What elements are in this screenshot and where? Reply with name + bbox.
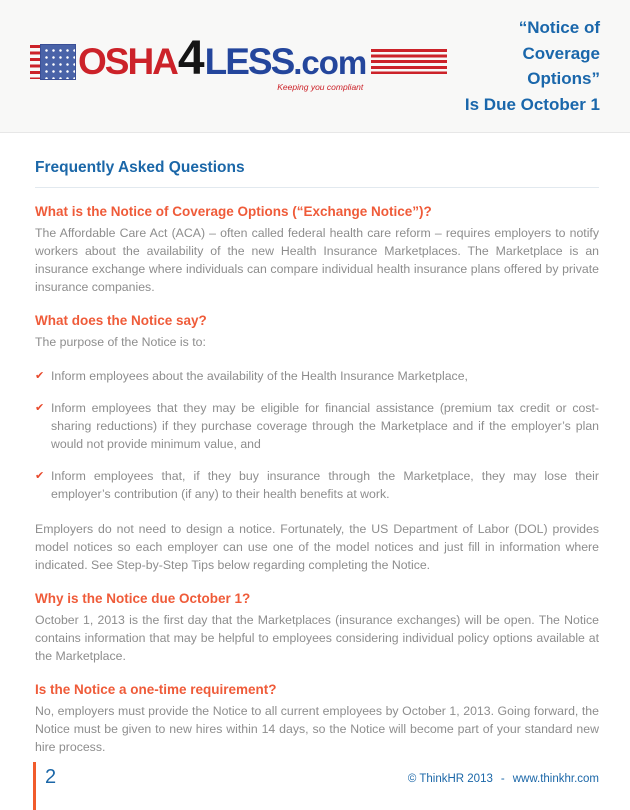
footer-credits — [408, 773, 599, 785]
logo-wordmark — [78, 32, 367, 85]
logo-tagline-row — [30, 82, 447, 92]
document-title-line2: Is Due October 1 — [464, 94, 600, 114]
question-heading: Is the Notice a one-time requirement? — [35, 682, 277, 698]
list-item — [35, 368, 599, 386]
list-item — [35, 468, 599, 504]
check-icon: ✔ — [35, 469, 45, 482]
faq-section-due-date — [35, 591, 599, 666]
osha4less-logo — [30, 32, 447, 92]
flag-stripes-icon — [371, 49, 447, 74]
document-title — [447, 15, 600, 117]
list-item-text: Inform employees that, if they buy insurance through the Marketplace, they may lose their employer’s contribution (if any) to their health benefits at work. — [51, 468, 599, 501]
question-heading: Why is the Notice due October 1? — [35, 591, 251, 607]
check-icon: ✔ — [35, 369, 45, 382]
question-heading: What does the Notice say? — [35, 312, 207, 328]
check-icon: ✔ — [35, 401, 45, 414]
list-item — [35, 400, 599, 454]
logo-text-osha: OSHA — [78, 41, 177, 82]
logo-text-four: 4 — [177, 32, 205, 85]
list-item-text: Inform employees that they may be eligible for financial assistance (premium tax credit or cost-sharing reductions) if they purchase coverage through the Marketplace and if the employer’s plan would not provide minimum value, and — [51, 400, 599, 451]
answer-paragraph: No, employers must provide the Notice to all current employees by October 1, 2013. Going forward, the Notice must be given to new hires within 14 days, so the Notice will become part of your standard new hire process. — [35, 704, 599, 755]
page-content — [0, 133, 630, 757]
thinkhr-link[interactable]: www.thinkhr.com — [512, 773, 599, 785]
question-heading: What is the Notice of Coverage Options (“Exchange Notice”)? — [35, 204, 432, 219]
page-footer — [0, 762, 630, 810]
page-number: 2 — [45, 766, 57, 788]
faq-section-exchange-notice — [35, 204, 599, 297]
answer-paragraph: October 1, 2013 is the first day that the Marketplaces (insurance exchanges) will be open. The Notice contains information that may be helpful to employees considering individual policy options available at the Marketplace. — [35, 613, 599, 664]
faq-section-notice-contents — [35, 313, 599, 576]
answer-intro: The purpose of the Notice is to: — [35, 334, 206, 349]
list-item-text: Inform employees about the availability of the Health Insurance Marketplace, — [51, 368, 468, 383]
footer-accent-bar — [33, 762, 36, 810]
logo-text-dotcom: .com — [293, 44, 367, 81]
answer-paragraph: Employers do not need to design a notice. Fortunately, the US Department of Labor (DOL) provides model notices so each employer can use one of the model notices and just fill in information where indicated. See Step-by-Step Tips below regarding completing the Notice. — [35, 522, 599, 573]
copyright-text: © ThinkHR 2013 — [407, 773, 493, 785]
page-header — [0, 0, 630, 133]
answer-paragraph: The Affordable Care Act (ACA) – often called federal health care reform – requires employers to notify workers about the availability of the new Health Insurance Marketplaces. The Marketplace is an insurance exchange where individuals can compare individual health insurance plans offered by private insurance companies. — [35, 226, 599, 294]
logo-row — [30, 32, 447, 85]
document-title-line1: “Notice of Coverage Options” — [518, 18, 600, 88]
checklist — [35, 368, 599, 504]
faq-section-one-time — [35, 682, 599, 757]
logo-text-less: LESS — [204, 41, 294, 82]
flag-stars-icon — [40, 44, 76, 80]
logo-tagline: Keeping you compliant — [277, 82, 364, 92]
page-title: Frequently Asked Questions — [35, 159, 599, 188]
footer-separator: - — [500, 773, 505, 785]
